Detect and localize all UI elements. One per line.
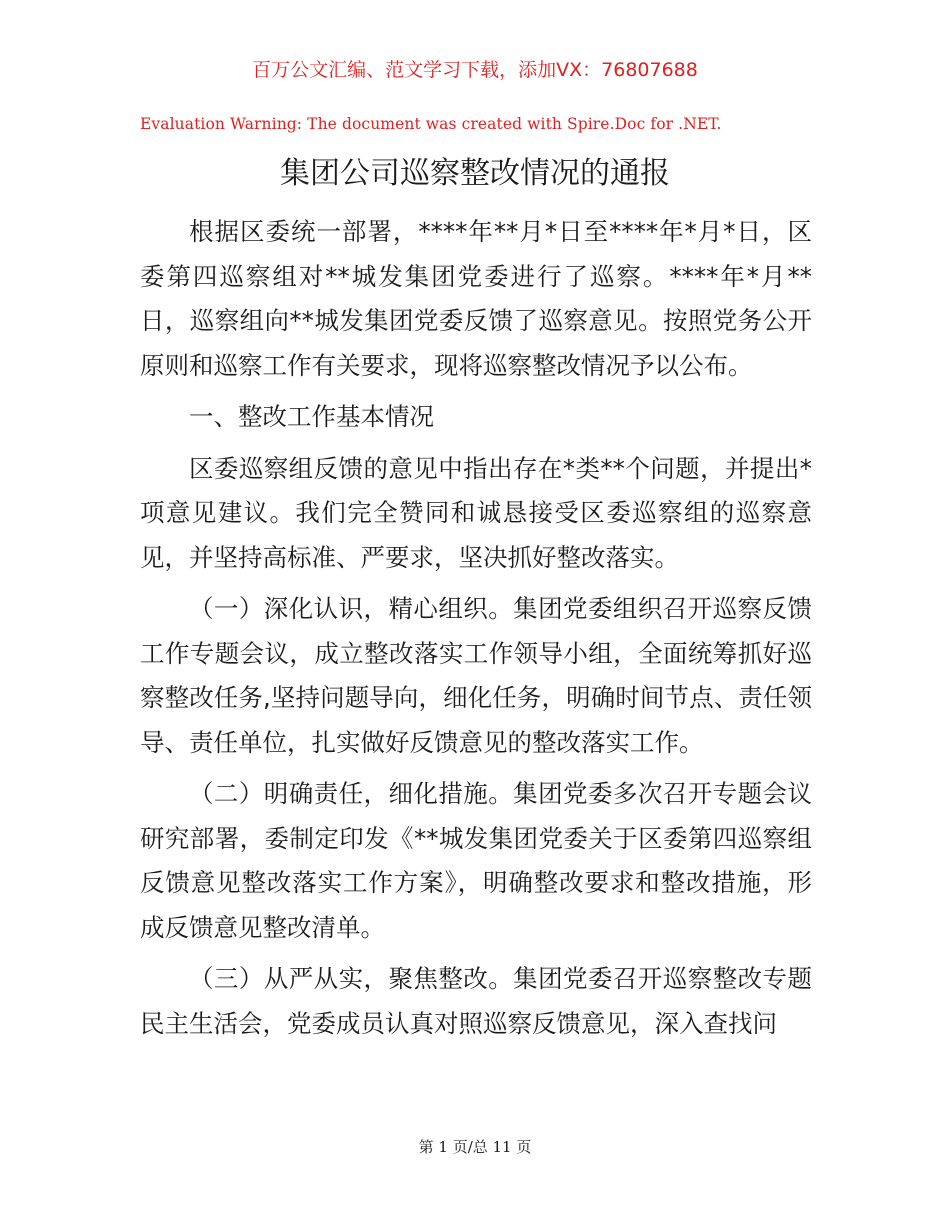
- evaluation-warning: Evaluation Warning: The document was created with Spire.Doc for .NET.: [140, 115, 722, 133]
- document-title: 集团公司巡察整改情况的通报: [280, 156, 670, 191]
- header-banner: 百万公文汇编、范文学习下载，添加VX：76807688: [252, 59, 698, 81]
- paragraph-item-1: （一）深化认识，精心组织。集团党委组织召开巡察反馈工作专题会议，成立整改落实工作领导小组，全面统筹抓好巡察整改任务,坚持问题导向，细化任务，明确时间节点、责任领导、责任单位，扎实做好反馈意见的整改落实工作。: [140, 594, 812, 757]
- section-heading: 一、整改工作基本情况: [189, 402, 434, 431]
- page-footer: 第 1 页/总 11 页: [418, 1138, 532, 1156]
- paragraph-item-3: （三）从严从实，聚焦整改。集团党委召开巡察整改专题民主生活会，党委成员认真对照巡察反馈意见，深入查找问: [140, 964, 812, 1038]
- paragraph-intro: 根据区委统一部署，****年**月*日至****年*月*日，区委第四巡察组对**城发集团党委进行了巡察。****年*月**日，巡察组向**城发集团党委反馈了巡察意见。按照党务公开原则和巡察工作有关要求，现将巡察整改情况予以公布。: [140, 217, 812, 380]
- paragraph-item-2: （二）明确责任，细化措施。集团党委多次召开专题会议研究部署，委制定印发《**城发集团党委关于区委第四巡察组反馈意见整改落实工作方案》，明确整改要求和整改措施，形成反馈意见整改清单。: [140, 779, 812, 942]
- document-body: [140, 210, 812, 1046]
- paragraph-overview: 区委巡察组反馈的意见中指出存在*类**个问题，并提出*项意见建议。我们完全赞同和诚恳接受区委巡察组的巡察意见，并坚持高标准、严要求，坚决抓好整改落实。: [140, 453, 812, 572]
